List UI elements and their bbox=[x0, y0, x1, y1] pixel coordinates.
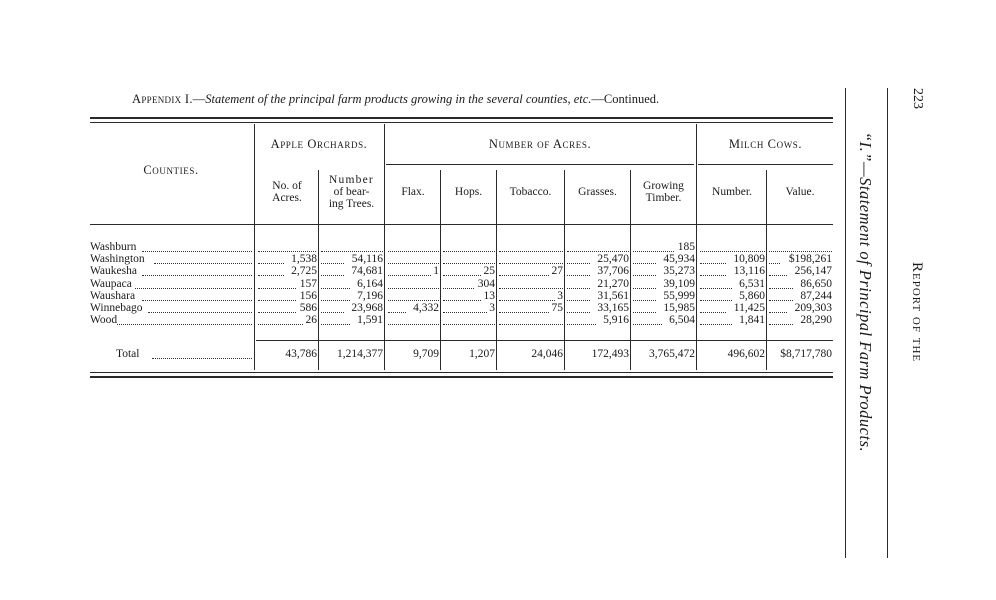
cows-value-header: Value. bbox=[785, 186, 815, 198]
statement-title: Statement of the principal farm products growing in the several counties, etc. bbox=[205, 92, 592, 106]
trees-cell: 74,681 bbox=[351, 265, 383, 278]
title-dash: — bbox=[192, 92, 206, 106]
dot-leader bbox=[321, 267, 344, 276]
dot-leader bbox=[769, 292, 793, 301]
dot-leader bbox=[321, 243, 383, 252]
cows-cell: 10,809 bbox=[733, 253, 765, 266]
timber-header-line: Growing bbox=[643, 180, 684, 192]
dot-leader bbox=[499, 304, 549, 313]
side-margin-rule bbox=[887, 88, 888, 558]
dot-leader bbox=[321, 280, 350, 289]
total-label: Total bbox=[116, 348, 140, 360]
dot-leader bbox=[258, 292, 296, 301]
total-grasses-cell: 172,493 bbox=[591, 348, 629, 360]
trees-cell: 7,196 bbox=[357, 289, 383, 302]
cows-cell: 6,531 bbox=[739, 277, 765, 290]
timber-cell: 55,999 bbox=[663, 289, 695, 302]
dot-leader bbox=[567, 304, 590, 313]
page-number: 223 bbox=[910, 88, 925, 109]
dot-leader bbox=[443, 267, 481, 276]
dot-leader bbox=[567, 280, 590, 289]
col-divider bbox=[254, 124, 255, 370]
continued-label: —Continued. bbox=[591, 92, 660, 106]
acres-cell: 156 bbox=[299, 289, 317, 302]
trees-cell: 23,968 bbox=[351, 302, 383, 314]
cows-cell: 1,841 bbox=[739, 314, 765, 327]
tobacco-header: Tobacco. bbox=[509, 186, 552, 198]
dot-leader bbox=[135, 280, 252, 289]
timber-cell: 39,109 bbox=[663, 277, 695, 290]
dot-leader bbox=[499, 280, 563, 289]
county-name: Waupaca bbox=[90, 277, 132, 290]
total-tobacco-cell: 24,046 bbox=[531, 348, 563, 360]
hops-cell: 304 bbox=[477, 277, 495, 290]
dot-leader bbox=[321, 255, 344, 264]
grasses-cell: 37,706 bbox=[597, 265, 629, 278]
bottom-rule-thick bbox=[90, 376, 833, 378]
total-cows-cell: 496,602 bbox=[727, 348, 765, 360]
group-rule bbox=[698, 164, 833, 165]
county-name: Washburn bbox=[90, 241, 137, 253]
total-acres-cell: 43,786 bbox=[285, 348, 317, 360]
bearing-header-line: Number bbox=[329, 174, 374, 186]
acres-cell: 26 bbox=[305, 314, 317, 327]
dot-leader bbox=[443, 292, 481, 301]
dot-leader bbox=[388, 304, 406, 313]
value-cell: 86,650 bbox=[800, 277, 832, 290]
dot-leader bbox=[633, 304, 656, 313]
bearing-trees-header bbox=[319, 174, 384, 210]
milch-cows-header: Milch Cows. bbox=[728, 137, 803, 151]
acres-header-line: No. of bbox=[272, 180, 302, 192]
dot-leader bbox=[769, 304, 787, 313]
tobacco-cell: 27 bbox=[551, 265, 563, 278]
dot-leader bbox=[154, 255, 252, 264]
acres-header bbox=[256, 180, 318, 204]
total-trees-cell: 1,214,377 bbox=[337, 348, 383, 360]
value-cell: 209,303 bbox=[794, 302, 832, 314]
flax-cell: 4,332 bbox=[413, 302, 439, 314]
dot-leader bbox=[258, 255, 284, 264]
timber-cell: 15,985 bbox=[663, 302, 695, 314]
dot-leader bbox=[148, 304, 252, 313]
counties-header: Counties. bbox=[143, 163, 199, 177]
value-cell: 87,244 bbox=[800, 289, 832, 302]
side-margin-rule bbox=[845, 88, 846, 558]
group-rule bbox=[386, 164, 694, 165]
dot-leader bbox=[443, 316, 495, 325]
dot-leader bbox=[700, 243, 765, 252]
dot-leader bbox=[258, 280, 296, 289]
bottom-rule bbox=[90, 372, 833, 373]
dot-leader bbox=[700, 267, 726, 276]
tobacco-cell: 3 bbox=[557, 289, 563, 302]
dot-leader bbox=[142, 267, 252, 276]
acres-cell: 586 bbox=[299, 302, 317, 314]
dot-leader bbox=[388, 243, 439, 252]
cows-cell: 11,425 bbox=[733, 302, 765, 314]
dot-leader bbox=[388, 316, 439, 325]
timber-cell: 45,934 bbox=[663, 253, 695, 266]
timber-cell: 185 bbox=[677, 241, 695, 253]
dot-leader bbox=[700, 304, 726, 313]
total-rule bbox=[256, 340, 833, 341]
value-cell: 256,147 bbox=[794, 265, 832, 278]
hops-header: Hops. bbox=[454, 186, 483, 198]
dot-leader bbox=[321, 292, 350, 301]
acres-cell: 2,725 bbox=[291, 265, 317, 278]
dot-leader bbox=[321, 304, 344, 313]
trees-cell: 6,164 bbox=[357, 277, 383, 290]
dot-leader bbox=[700, 316, 732, 325]
bearing-header-line: of bear- bbox=[333, 186, 370, 198]
acres-cell: 157 bbox=[299, 277, 317, 290]
dot-leader bbox=[633, 292, 656, 301]
county-name: Winnebago bbox=[90, 302, 143, 314]
number-of-acres-header: Number of Acres. bbox=[488, 137, 592, 151]
appendix-label: Appendix I. bbox=[132, 92, 193, 106]
dot-leader bbox=[321, 316, 350, 325]
county-name: Waukesha bbox=[90, 265, 137, 278]
total-flax-cell: 9,709 bbox=[413, 348, 439, 360]
dot-leader bbox=[443, 255, 495, 264]
apple-orchards-header: Apple Orchards. bbox=[270, 137, 368, 151]
hops-cell: 13 bbox=[483, 289, 495, 302]
header-rule bbox=[90, 224, 833, 225]
county-name: Wood bbox=[90, 314, 118, 327]
dot-leader bbox=[499, 316, 563, 325]
county-name: Washington bbox=[90, 253, 145, 266]
value-cell: 28,290 bbox=[800, 314, 832, 327]
dot-leader bbox=[117, 316, 252, 325]
acres-cell: 1,538 bbox=[291, 253, 317, 266]
value-cell: $198,261 bbox=[788, 253, 832, 266]
grasses-cell: 33,165 bbox=[597, 302, 629, 314]
total-timber-cell: 3,765,472 bbox=[649, 348, 695, 360]
timber-header bbox=[631, 180, 696, 204]
col-divider bbox=[384, 124, 385, 370]
flax-cell: 1 bbox=[433, 265, 439, 278]
timber-cell: 35,273 bbox=[663, 265, 695, 278]
cows-cell: 5,860 bbox=[739, 289, 765, 302]
cows-cell: 13,116 bbox=[733, 265, 765, 278]
dot-leader bbox=[499, 267, 549, 276]
dot-leader bbox=[499, 292, 555, 301]
dot-leader bbox=[567, 292, 590, 301]
dot-leader bbox=[769, 316, 793, 325]
dot-leader bbox=[633, 316, 662, 325]
dot-leader bbox=[700, 280, 732, 289]
cows-number-header: Number. bbox=[712, 186, 752, 198]
dot-leader bbox=[633, 267, 656, 276]
dot-leader bbox=[258, 304, 296, 313]
dot-leader bbox=[443, 280, 474, 289]
flax-header: Flax. bbox=[401, 186, 425, 198]
side-title: “I.”—Statement of Principal Farm Products. bbox=[856, 132, 875, 453]
dot-leader bbox=[258, 316, 303, 325]
grasses-cell: 25,470 bbox=[597, 253, 629, 266]
dot-leader bbox=[499, 255, 563, 264]
dot-leader bbox=[443, 243, 495, 252]
timber-header-line: Timber. bbox=[645, 192, 682, 204]
total-value-cell: $8,717,780 bbox=[780, 348, 832, 360]
hops-cell: 3 bbox=[489, 302, 495, 314]
dot-leader bbox=[700, 292, 732, 301]
dot-leader bbox=[142, 243, 252, 252]
grasses-cell: 31,561 bbox=[597, 289, 629, 302]
tobacco-cell: 75 bbox=[551, 302, 563, 314]
grasses-header: Grasses. bbox=[578, 186, 617, 198]
dot-leader bbox=[258, 267, 284, 276]
dot-leader bbox=[633, 255, 656, 264]
running-head: Report of the bbox=[909, 262, 925, 363]
trees-cell: 54,116 bbox=[351, 253, 383, 266]
grasses-cell: 5,916 bbox=[603, 314, 629, 327]
acres-header-line: Acres. bbox=[272, 192, 302, 204]
dot-leader bbox=[633, 243, 674, 252]
dot-leader bbox=[142, 292, 252, 301]
county-name: Waushara bbox=[90, 289, 136, 302]
page-title bbox=[132, 92, 659, 107]
dot-leader bbox=[769, 267, 787, 276]
dot-leader bbox=[769, 255, 780, 264]
dot-leader bbox=[258, 243, 316, 252]
dot-leader bbox=[567, 316, 596, 325]
bearing-header-line: ing Trees. bbox=[328, 198, 375, 210]
total-hops-cell: 1,207 bbox=[469, 348, 495, 360]
dot-leader bbox=[769, 280, 793, 289]
dot-leader bbox=[567, 255, 590, 264]
dot-leader bbox=[567, 243, 629, 252]
col-divider bbox=[696, 124, 697, 370]
dot-leader bbox=[499, 243, 563, 252]
dot-leader bbox=[567, 267, 590, 276]
dot-leader bbox=[633, 280, 656, 289]
grasses-cell: 21,270 bbox=[597, 277, 629, 290]
dot-leader bbox=[388, 255, 439, 264]
dot-leader bbox=[700, 255, 726, 264]
top-rule-thin bbox=[90, 122, 833, 123]
timber-cell: 6,504 bbox=[669, 314, 695, 327]
trees-cell: 1,591 bbox=[357, 314, 383, 327]
top-rule bbox=[90, 117, 833, 119]
dot-leader bbox=[443, 304, 487, 313]
dot-leader bbox=[769, 243, 832, 252]
hops-cell: 25 bbox=[483, 265, 495, 278]
